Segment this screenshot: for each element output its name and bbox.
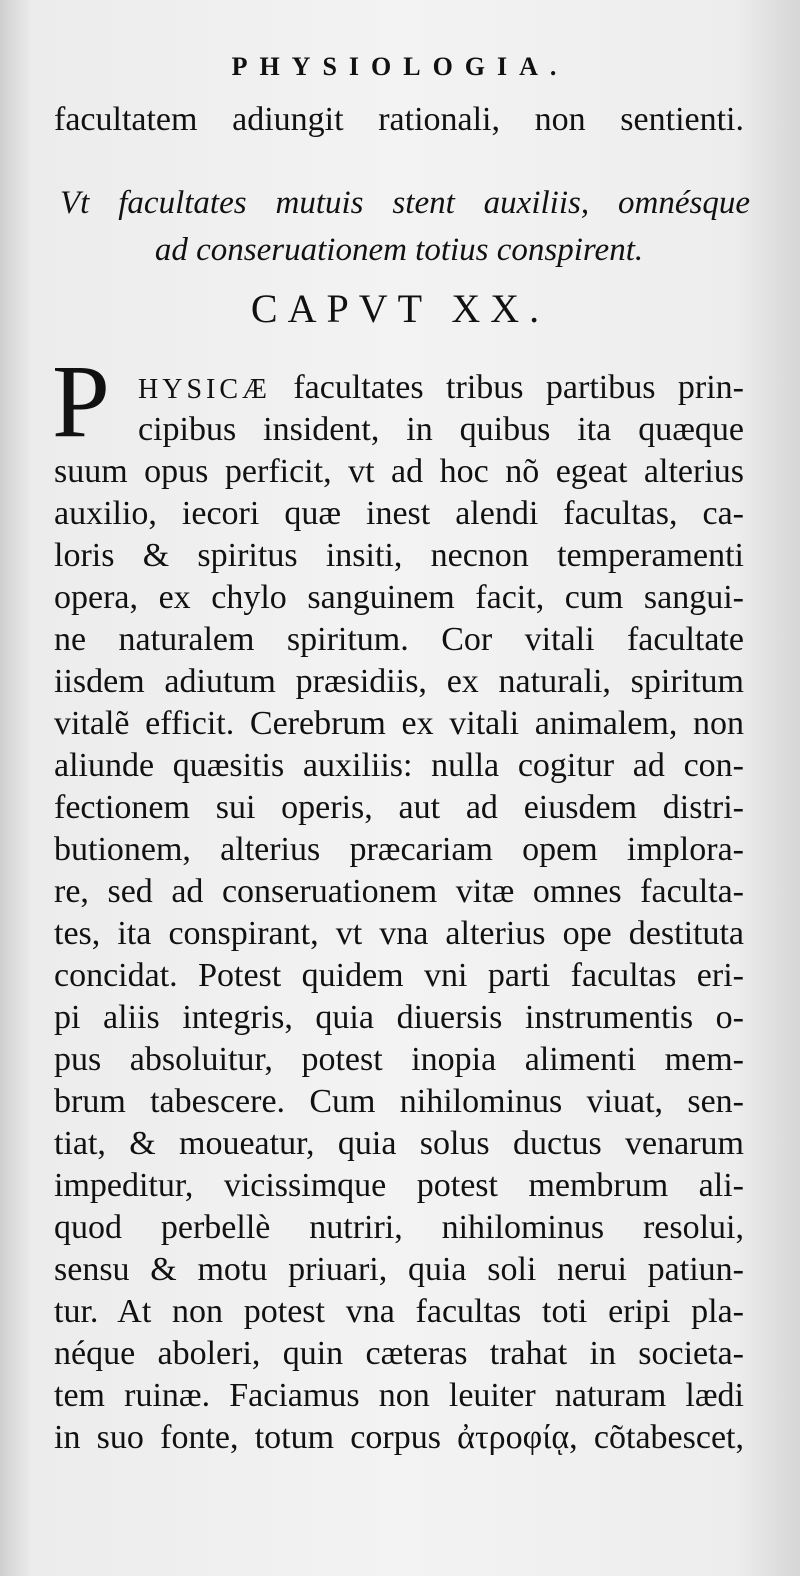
body-line-12: butionem, alterius præcariam opem implora- — [54, 831, 744, 868]
body-line-15: concidat. Potest quidem vni parti facultas eri- — [54, 957, 744, 994]
body-line-5: loris & spiritus insiti, necnon temperamenti — [54, 537, 744, 574]
body-line-1-text: facultates tribus partibus prin- — [293, 369, 744, 406]
body-line-22: sensu & motu priuari, quia soli nerui patiun- — [54, 1251, 744, 1288]
body-line-1 — [138, 368, 744, 410]
chapter-heading: CAPVT XX. — [250, 286, 550, 331]
body-line-8: iisdem adiutum præsidiis, ex naturali, spiritum — [54, 663, 744, 700]
drop-cap: P — [52, 344, 110, 459]
body-line-25: tem ruinæ. Faciamus non leuiter naturam lædi — [54, 1377, 744, 1414]
body-line-26: in suo fonte, totum corpus ἀτροφίᾳ, cõtabescet, — [54, 1419, 744, 1456]
body-line-4: auxilio, iecori quæ inest alendi facultas, ca- — [54, 495, 744, 532]
body-line-17: pus absoluitur, potest inopia alimenti mem- — [54, 1041, 744, 1078]
first-word-smallcaps: HYSICÆ — [138, 374, 271, 405]
body-line-18: brum tabescere. Cum nihilominus viuat, sen- — [54, 1083, 744, 1120]
body-line-13: re, sed ad conseruationem vitæ omnes faculta- — [54, 873, 744, 910]
top-line: facultatem adiungit rationali, non sentienti. — [54, 101, 744, 138]
body-line-24: néque aboleri, quin cæteras trahat in societa- — [54, 1335, 744, 1372]
body-line-11: fectionem sui operis, aut ad eiusdem distri- — [54, 789, 744, 826]
body-line-20: impeditur, vicissimque potest membrum ali- — [54, 1167, 744, 1204]
body-line-6: opera, ex chylo sanguinem facit, cum sangui- — [54, 579, 744, 616]
body-line-16: pi aliis integris, quia diuersis instrumentis o- — [54, 999, 744, 1036]
body-line-19: tiat, & moueatur, quia solus ductus venarum — [54, 1125, 744, 1162]
body-line-21: quod perbellè nutriri, nihilominus resolui, — [54, 1209, 744, 1246]
body-line-9: vitalẽ efficit. Cerebrum ex vitali animalem, non — [54, 705, 744, 742]
section-title-line-2: ad conseruationem totius conspirent. — [154, 232, 644, 268]
body-line-2: cipibus insident, in quibus ita quæque — [138, 411, 744, 448]
body-line-7: ne naturalem spiritum. Cor vitali facultate — [54, 621, 744, 658]
section-title-line-1: Vt facultates mutuis stent auxiliis, omnésque — [60, 185, 750, 221]
body-line-14: tes, ita conspirant, vt vna alterius ope destituta — [54, 915, 744, 952]
running-head: PHYSIOLOGIA. — [231, 52, 569, 81]
body-line-23: tur. At non potest vna facultas toti eripi pla- — [54, 1293, 744, 1330]
body-line-3: suum opus perficit, vt ad hoc nõ egeat alterius — [54, 453, 744, 490]
body-line-10: aliunde quæsitis auxiliis: nulla cogitur ad con- — [54, 747, 744, 784]
